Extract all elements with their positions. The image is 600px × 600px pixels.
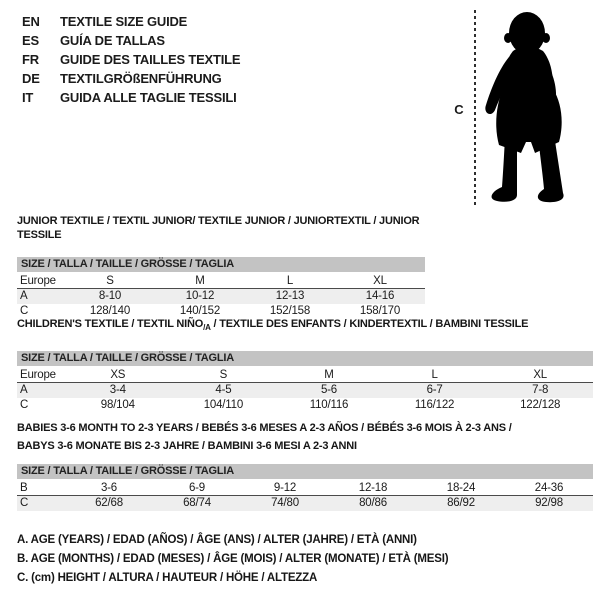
row-value: 12-18 — [358, 482, 388, 494]
row-value: 4-5 — [215, 384, 232, 397]
language-row — [22, 69, 240, 88]
table-rows — [17, 274, 425, 319]
height-measure-label: C — [454, 102, 464, 117]
table-title: JUNIOR TEXTILE / TEXTIL JUNIOR/ TEXTILE JUNIOR / JUNIORTEXTIL / JUNIOR TESSILE — [17, 215, 420, 241]
row-value: 6-9 — [188, 482, 206, 494]
row-value: 80/86 — [359, 497, 387, 509]
childrens-textile-table — [17, 317, 593, 413]
title-subscript: /A — [203, 323, 211, 333]
footnote-b: B. AGE (MONTHS) / EDAD (MESES) / ÂGE (MOIS) / ALTER (MONATE) / ETÀ (MESI) — [17, 553, 449, 565]
row-value: XL — [533, 369, 547, 382]
table-rows — [17, 481, 593, 511]
row-value: 122/128 — [520, 399, 561, 412]
row-value: 104/110 — [203, 399, 244, 412]
table-row — [17, 481, 593, 496]
table-row — [17, 368, 593, 383]
row-value: M — [195, 275, 205, 287]
row-value: 3-6 — [100, 482, 118, 494]
row-label: Europe — [20, 369, 56, 382]
footnote-a: A. AGE (YEARS) / EDAD (AÑOS) / ÂGE (ANS) / ALTER (JAHRE) / ETÀ (ANNI) — [17, 534, 417, 546]
row-value: L — [431, 369, 438, 382]
row-value: 14-16 — [365, 290, 395, 302]
language-row — [22, 88, 240, 107]
size-header-bar: SIZE / TALLA / TAILLE / GRÖSSE / TAGLIA — [17, 257, 425, 272]
guide-title: TEXTILGRÖßENFÜHRUNG — [60, 71, 222, 86]
row-value: 128/140 — [89, 305, 131, 317]
row-value: 110/116 — [309, 399, 349, 412]
row-value: 5-6 — [320, 384, 337, 397]
row-label: B — [20, 482, 28, 494]
row-label: A — [20, 290, 28, 302]
row-value: 116/122 — [414, 399, 455, 412]
title-part: / TEXTILE DES ENFANTS / KINDERTEXTIL / BAMBINI TESSILE — [210, 318, 529, 330]
row-value: L — [286, 275, 294, 287]
row-value: 86/92 — [447, 497, 475, 509]
junior-textile-table — [17, 214, 425, 319]
row-value: XL — [373, 275, 387, 287]
language-code: ES — [22, 33, 39, 48]
height-measure-dashed-line — [474, 10, 476, 208]
footnote-c: C. (cm) HEIGHT / ALTURA / HAUTEUR / HÖHE / ALTEZZA — [17, 572, 318, 584]
row-value: 8-10 — [98, 290, 122, 302]
row-value: 9-12 — [273, 482, 297, 494]
row-value: 18-24 — [446, 482, 476, 494]
row-label: C — [20, 305, 29, 317]
table-rows — [17, 368, 593, 413]
table-row — [17, 383, 593, 398]
table-row — [17, 398, 593, 413]
row-value: 92/98 — [535, 497, 563, 509]
row-label: C — [20, 497, 29, 509]
row-value: 3-4 — [109, 384, 126, 397]
row-label: A — [20, 384, 28, 397]
guide-title: GUIDA ALLE TAGLIE TESSILI — [60, 90, 237, 105]
language-row — [22, 12, 240, 31]
table-title — [17, 317, 593, 335]
size-header-bar: SIZE / TALLA / TAILLE / GRÖSSE / TAGLIA — [17, 351, 593, 366]
guide-title: GUÍA DE TALLAS — [60, 33, 165, 48]
title-line: BABIES 3-6 MONTH TO 2-3 YEARS / BEBÉS 3-6 MESES A 2-3 AÑOS / BÉBÉS 3-6 MOIS À 2-3 ANS / — [17, 422, 512, 434]
guide-title: TEXTILE SIZE GUIDE — [60, 14, 188, 29]
row-value: 10-12 — [185, 290, 215, 302]
row-value: 12-13 — [275, 290, 305, 302]
row-value: 74/80 — [271, 497, 299, 509]
language-code: DE — [22, 71, 40, 86]
row-value: S — [106, 275, 114, 287]
row-value: 158/170 — [359, 305, 401, 317]
guide-title: GUIDE DES TAILLES TEXTILE — [60, 52, 241, 67]
row-value: S — [219, 369, 228, 382]
row-label: C — [20, 399, 29, 412]
row-label: Europe — [20, 275, 56, 287]
row-value: 7-8 — [532, 384, 549, 397]
legend-footnotes — [17, 531, 448, 588]
language-code: EN — [22, 14, 40, 29]
table-row — [17, 289, 425, 304]
table-title — [17, 419, 593, 455]
row-value: 6-7 — [426, 384, 443, 397]
row-value: 152/158 — [269, 305, 311, 317]
row-value: 140/152 — [179, 305, 221, 317]
language-code: IT — [22, 90, 34, 105]
language-row — [22, 31, 240, 50]
row-value: 24-36 — [534, 482, 564, 494]
babies-textile-table — [17, 419, 593, 511]
size-header-bar: SIZE / TALLA / TAILLE / GRÖSSE / TAGLIA — [17, 464, 593, 479]
row-value: 68/74 — [183, 497, 211, 509]
standing-baby-silhouette-icon — [483, 11, 571, 206]
title-part: CHILDREN'S TEXTILE / TEXTIL NIÑO — [17, 318, 204, 330]
language-title-list — [22, 12, 240, 107]
language-code: FR — [22, 52, 39, 67]
title-line: BABYS 3-6 MONATE BIS 2-3 JAHRE / BAMBINI 3-6 MESI A 2-3 ANNI — [17, 440, 357, 452]
table-row — [17, 274, 425, 289]
row-value: XS — [110, 369, 126, 382]
language-row — [22, 50, 240, 69]
row-value: 62/68 — [95, 497, 123, 509]
row-value: M — [324, 369, 334, 382]
row-value: 98/104 — [100, 399, 135, 412]
table-row — [17, 496, 593, 511]
